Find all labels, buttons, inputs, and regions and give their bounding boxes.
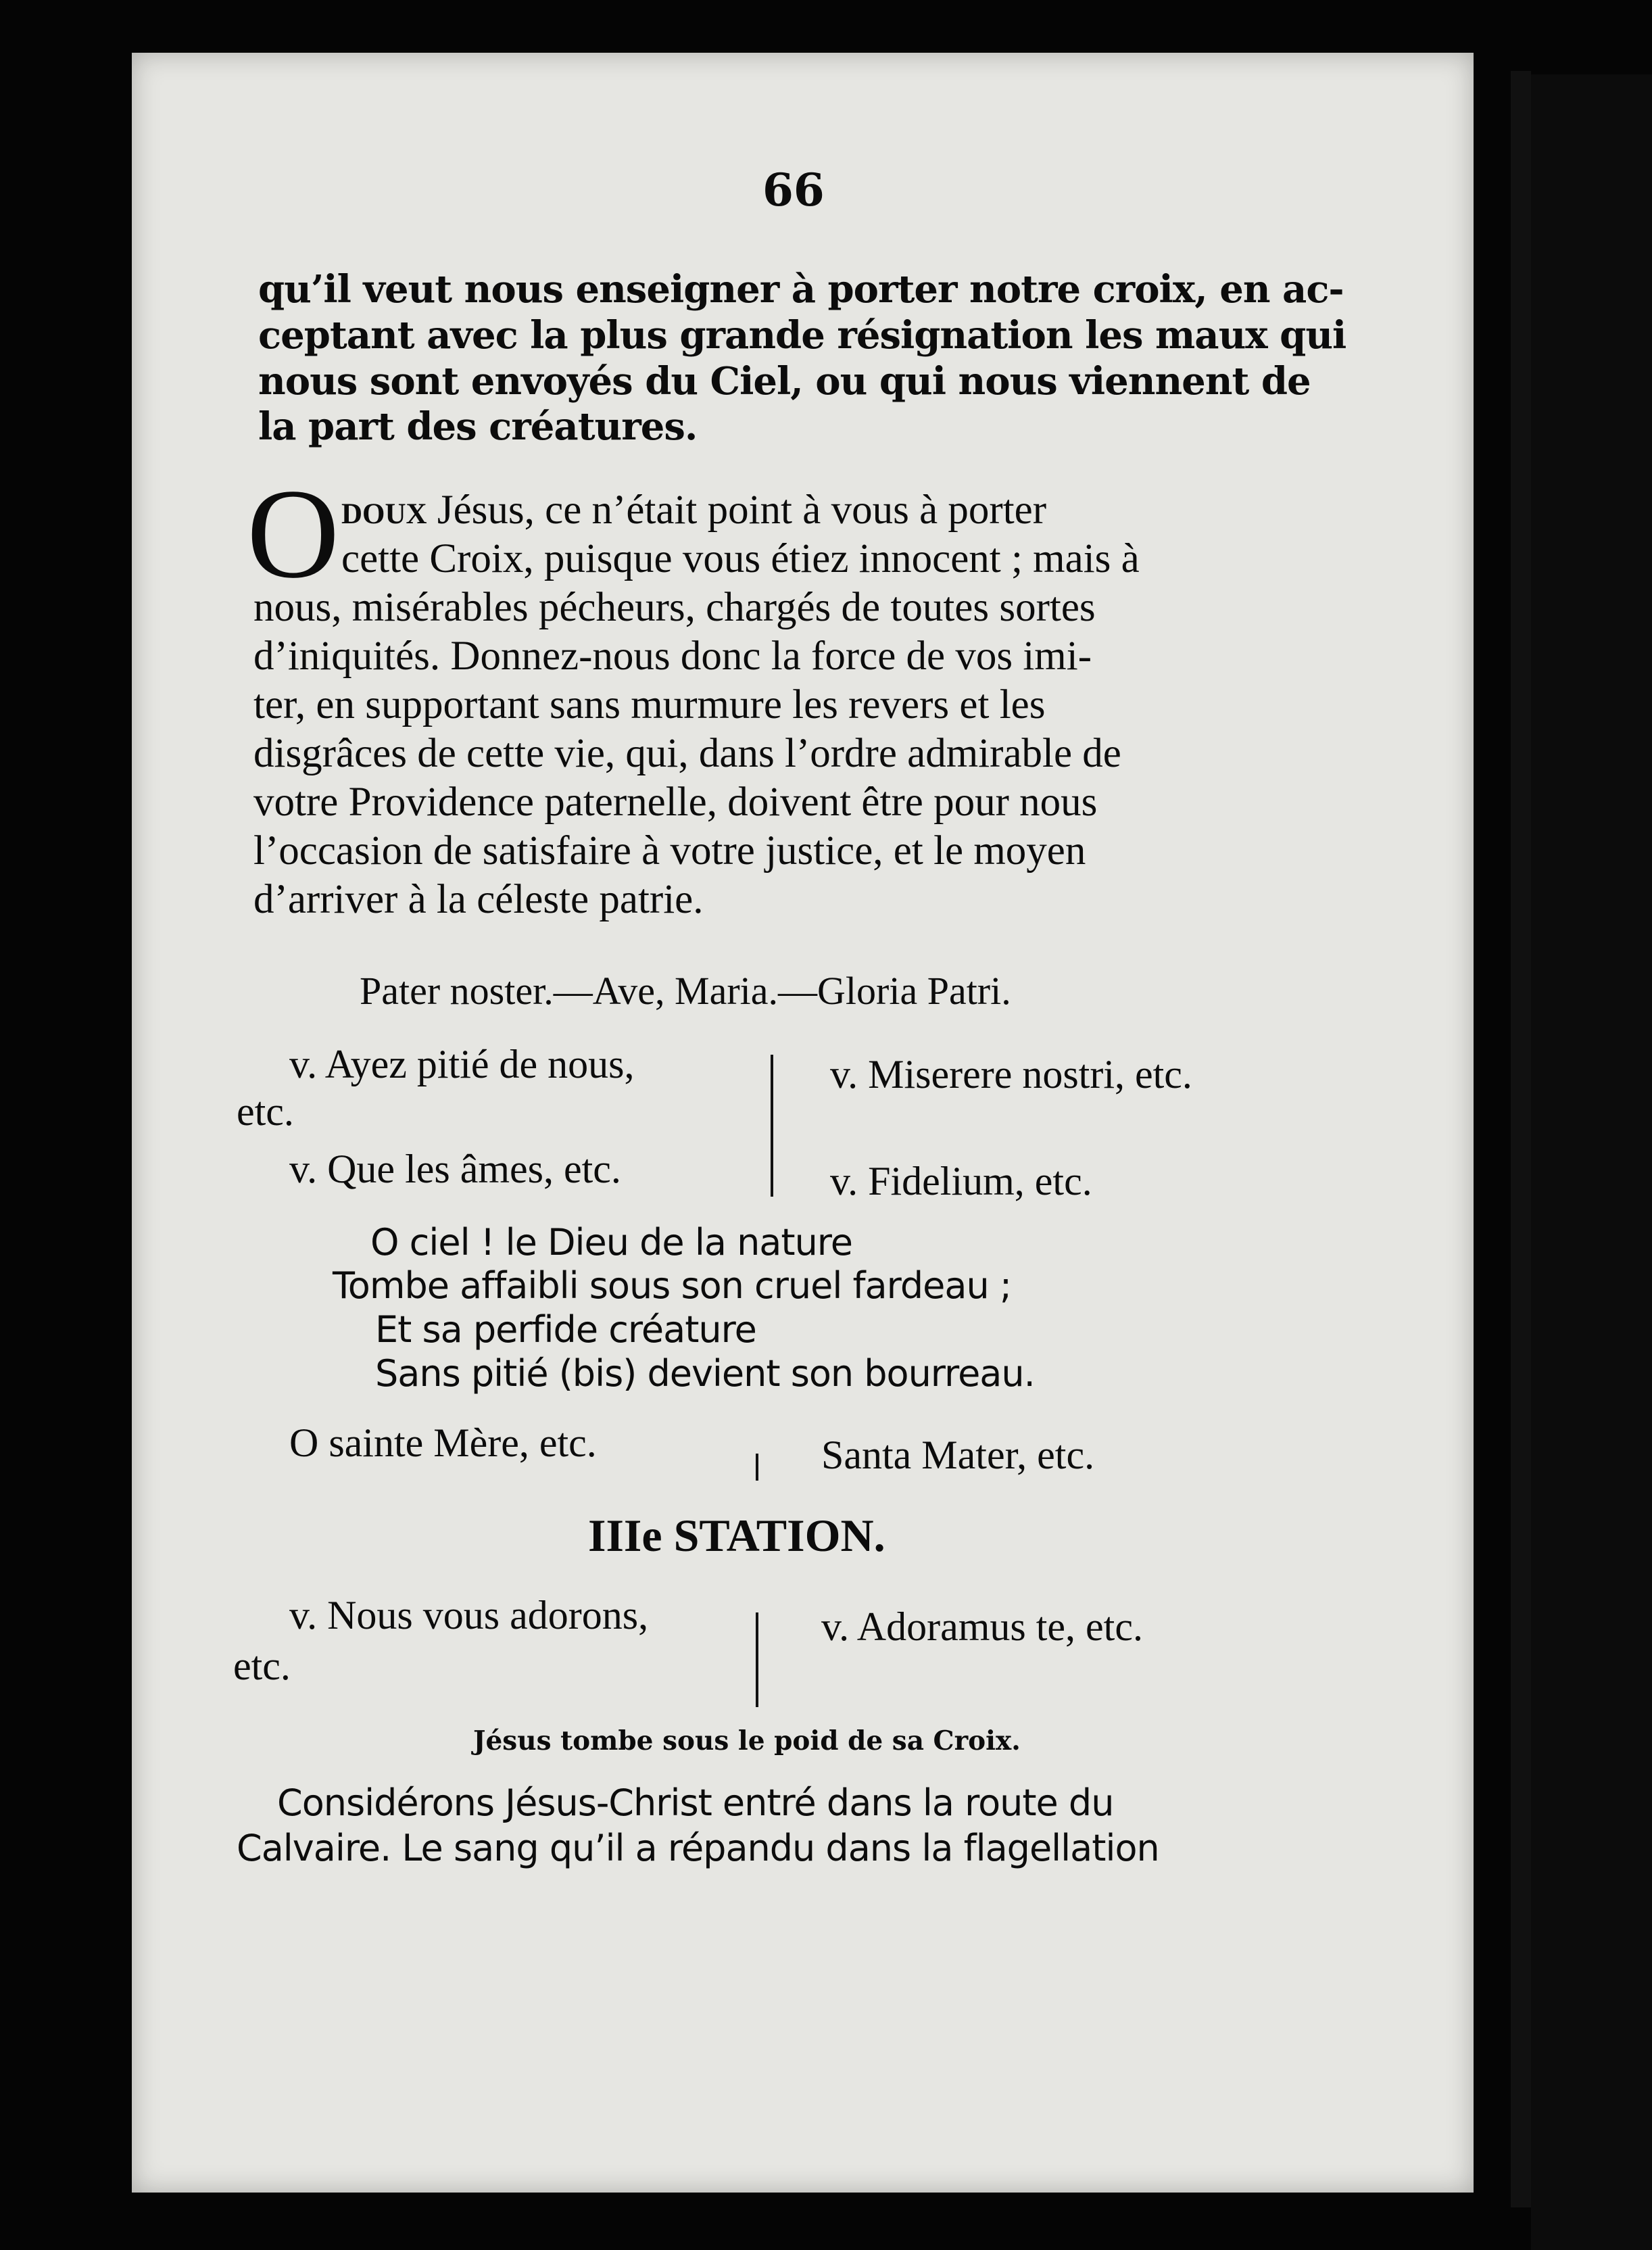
para1-line: nous sont envoyés du Ciel, ou qui nous viennent de [258, 359, 1311, 404]
prayer-line-1 [341, 487, 1046, 534]
prayer-line: d’arriver à la céleste patrie. [253, 877, 704, 922]
final-para-line: Considérons Jésus-Christ entré dans la route du [277, 1781, 1114, 1824]
facing-page-edge [1531, 74, 1652, 2250]
prayer-line: disgrâces de cette vie, qui, dans l’ordre admirable de [253, 731, 1121, 776]
versicle-right-1: v. Miserere nostri, etc. [830, 1052, 1192, 1097]
versicle-left-1-cont: etc. [237, 1089, 294, 1134]
prayer-line: d’iniquités. Donnez-nous donc la force de vos imi- [253, 633, 1092, 679]
station-caption: Jésus tombe sous le poid de sa Croix. [473, 1725, 1021, 1756]
prayer-line: votre Providence paternelle, doivent être pour nous [253, 780, 1098, 825]
final-para-line: Calvaire. Le sang qu’il a répandu dans la flagellation [237, 1827, 1159, 1869]
column-divider [756, 1612, 758, 1707]
versicle-left-1: v. Ayez pitié de nous, [289, 1042, 635, 1086]
prayer-line: ter, en supportant sans murmure les revers et les [253, 682, 1046, 727]
versicle-right-2: v. Fidelium, etc. [830, 1159, 1092, 1203]
prayer-first-word: doux [341, 487, 427, 533]
drop-cap: O [247, 463, 340, 605]
hymn-line: Et sa perfide créature [375, 1308, 756, 1351]
versicle2-right: v. Adoramus te, etc. [821, 1604, 1143, 1649]
hymn-line: Sans pitié (bis) devient son bourreau. [375, 1352, 1035, 1395]
prayer-line: l’occasion de satisfaire à votre justice, et le moyen [253, 828, 1086, 873]
mother-right: Santa Mater, etc. [821, 1433, 1095, 1477]
versicle2-left-1: v. Nous vous adorons, [289, 1593, 649, 1637]
prayer-line-2: cette Croix, puisque vous étiez innocent ; mais à [341, 536, 1140, 581]
prayers-line: Pater noster.—Ave, Maria.—Gloria Patri. [360, 969, 1011, 1013]
versicle2-left-2: etc. [233, 1644, 291, 1688]
station-title: IIIe STATION. [588, 1510, 885, 1561]
book-spine [1511, 71, 1531, 2207]
hymn-line: O ciel ! le Dieu de la nature [370, 1221, 853, 1264]
column-divider [756, 1454, 758, 1481]
mother-left: O sainte Mère, etc. [289, 1420, 597, 1465]
versicle-left-2: v. Que les âmes, etc. [289, 1147, 621, 1191]
page-number: 66 [762, 164, 825, 216]
column-divider [771, 1055, 773, 1197]
prayer-line: nous, misérables pécheurs, chargés de toutes sortes [253, 585, 1096, 630]
prayer-line-1-rest: Jésus, ce n’était point à vous à porter [437, 487, 1047, 533]
para1-line: la part des créatures. [258, 404, 698, 449]
para1-line: qu’il veut nous enseigner à porter notre croix, en ac- [258, 267, 1344, 312]
para1-line: ceptant avec la plus grande résignation les maux qui [258, 313, 1346, 358]
hymn-line: Tombe affaibli sous son cruel fardeau ; [333, 1264, 1012, 1307]
